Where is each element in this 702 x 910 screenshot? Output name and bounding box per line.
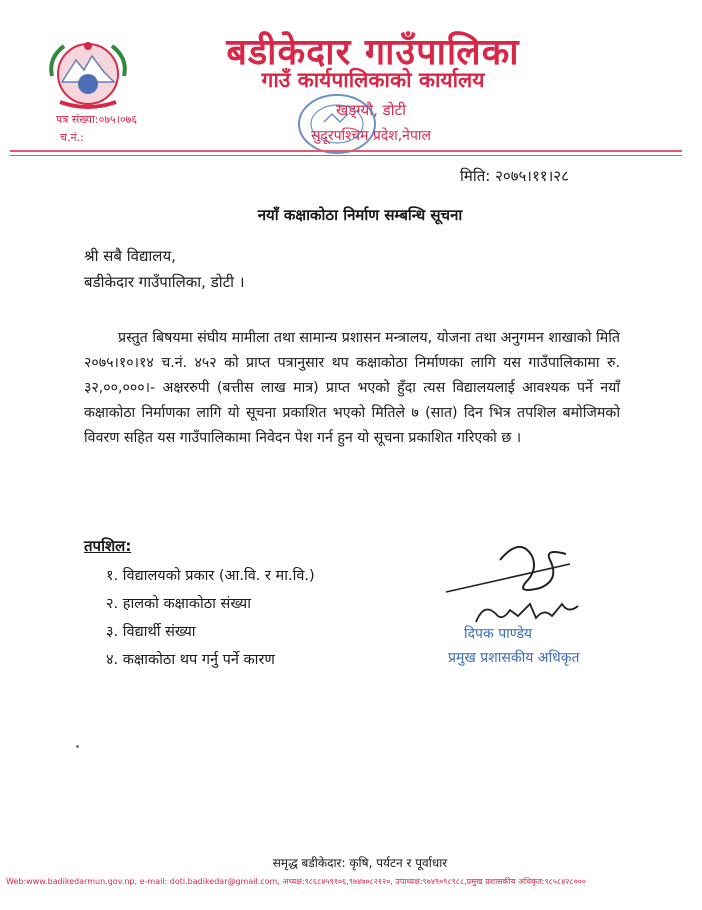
nepal-government-emblem-icon	[44, 36, 132, 112]
header-divider-thin	[10, 155, 682, 156]
office-location: खड्ग्यौ, डोटी	[336, 101, 406, 119]
signatory-name: दिपक पाण्डेय	[464, 626, 533, 642]
office-seal-icon	[296, 92, 378, 156]
page-mark	[76, 745, 79, 748]
letter-body: प्रस्तुत बिषयमा संघीय मामीला तथा सामान्य प्रशासन मन्त्रालय, योजना तथा अनुगमन शाखाको मिति २०७५।१०।१४ च.नं. ४५२ को प्राप्त पत्रानुसार थप कक्षाकोठा निर्माणका लागि यस गाउँपालिकामा रु. ३२,००,०००।- अक्षररुपी (बत्तीस लाख मात्र) प्राप्त भएको हुँदा त्यस विद्यालयलाई आवश्यक पर्ने नयाँ कक्षाकोठा निर्माणका लागि यो सूचना प्रकाशित भएको मितिले ७ (सात) दिन भित्र तपशिल बमोजिमको विवरण सहित यस गाउँपालिकामा निवेदन पेश गर्न हुन यो सूचना प्रकाशित गरिएको छ ।	[84, 330, 620, 446]
municipality-title: बडीकेदार गाउँपालिका	[226, 32, 520, 73]
signatory-title: प्रमुख प्रशासकीय अधिकृत	[448, 650, 580, 666]
footer-contact: Web:www.badikedarmun.gov.np, e-mail: doti.badikedar@gmail.com, अध्यक्ष:९८६८४५९१०६,९७४७०८२१२०, उपाध्यक्ष:९७४९०९८९८८,प्रमुख प्रशासकीय अधिकृत:९८५८४२८०००	[6, 877, 587, 886]
letter-date: मिति: २०७५।११।२८	[460, 167, 569, 185]
reference-number: पत्र संख्या:०७५।०७६	[56, 113, 138, 126]
footer-motto: समृद्ध बडीकेदार: कृषि, पर्यटन र पूर्वाधार	[272, 856, 448, 870]
dispatch-number: च.नं.:	[60, 131, 84, 144]
header-divider	[10, 150, 682, 152]
office-subtitle: गाउँ कार्यपालिकाको कार्यालय	[261, 68, 485, 92]
details-item: १. विद्यालयको प्रकार (आ.वि. र मा.वि.)	[106, 568, 315, 584]
letter-subject: नयाँ कक्षाकोठा निर्माण सम्बन्धि सूचना	[257, 206, 463, 224]
details-item: २. हालको कक्षाकोठा संख्या	[106, 596, 251, 612]
details-item: ४. कक्षाकोठा थप गर्नु पर्ने कारण	[106, 652, 275, 668]
details-item: ३. विद्यार्थी संख्या	[106, 624, 196, 640]
details-heading: तपशिल:	[84, 537, 132, 555]
province-line: सुदूरपश्चिम प्रदेश,नेपाल	[310, 128, 432, 144]
recipient-line-1: श्री सबै विद्यालय,	[84, 247, 176, 265]
recipient-line-2: बडीकेदार गाउँपालिका, डोटी ।	[84, 273, 245, 291]
